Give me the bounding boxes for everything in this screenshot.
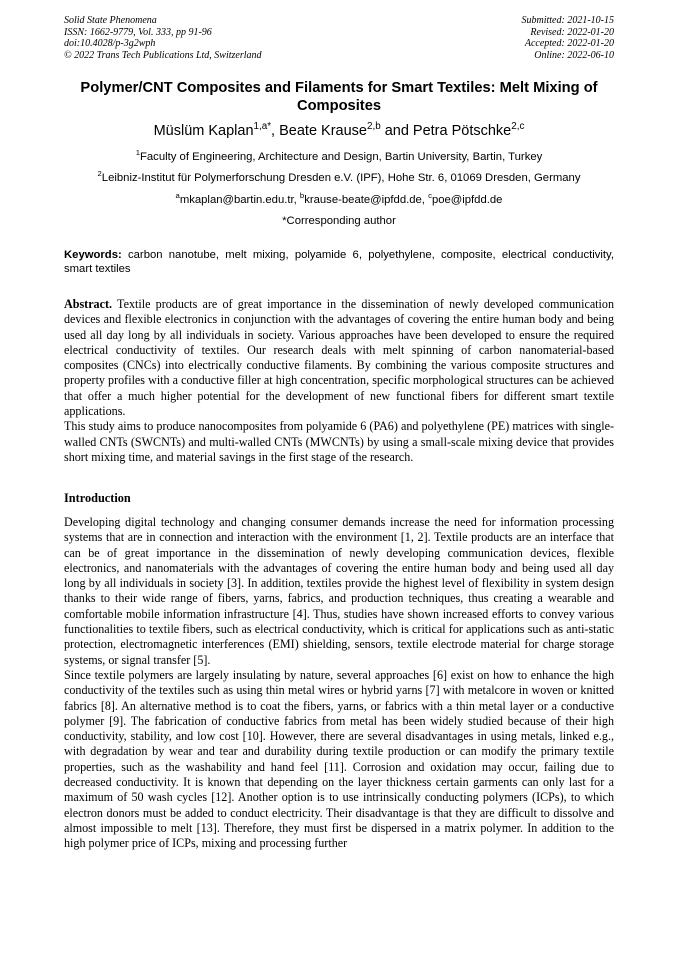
journal-issn: ISSN: 1662-9779, Vol. 333, pp 91-96 — [64, 26, 212, 38]
online-date: Online: 2022-06-10 — [534, 49, 614, 61]
abstract-text: Textile products are of great importance in the dissemination of newly developed communication devices and flexible electronics in conjunction with the advantages of covering the entire human body and being used all day long by all individuals in society. Various approaches have been developed to ensure the required electrical conductivity of textiles. Our research deals with melt spinning of carbon nanomaterial-based composites (CNCs) into electrically conductive filaments. By combining the various composite structures and property profiles with a conductive filler at high concentration, specific morphological structures can be achieved that offer a much higher potential for the development of new functional fibers for different smart textile applications. — [64, 297, 614, 419]
introduction-body — [64, 515, 614, 852]
author-sup: 2,b — [366, 121, 381, 133]
email-link[interactable]: krause-beate@ipfdd.de, — [304, 194, 429, 206]
body-paragraph: Since textile polymers are largely insulating by nature, several approaches [6] exist on how to enhance the high conductivity of the textiles such as using thin metal wires or hybrid yarns [7] with metalcore in woven or knitted fabrics [8]. An alternative method is to coat the fibers, yarns, or fabrics with a thin metal layer or a conductive polymer [9]. The fabrication of conductive fabrics from metal has been widely studied because of their high conductivity, stability, and low cost [10]. However, there are several disadvantages in using metals, linked e.g., with degradation by wear and tear and durability during textile production or can modify the primary textile properties, such as the washability and hand feel [11]. Corrosion and oxidation may occur, failing due to decreased conductivity. It is known that depending on the layer thickness certain garments can only last for a maximum of 50 wash cycles [12]. Another option is to use intrinsically conducting polymers (ICPs), to which electron donors must be added to conduct electricity. Their disadvantage is that they are difficult to dissolve and almost impossible to melt [13]. Therefore, they must first be dispersed in a matrix polymer. In addition to the high polymer price of ICPs, mixing and processing further — [64, 667, 614, 851]
submitted-date: Submitted: 2021-10-15 — [521, 15, 614, 26]
section-heading-introduction: Introduction — [64, 491, 131, 505]
author-name: Müslüm Kaplan — [153, 123, 254, 139]
email-link[interactable]: poe@ipfdd.de — [431, 194, 503, 206]
keywords-text: carbon nanotube, melt mixing, polyamide 6, polyethylene, composite, electrical conductivity, smart textiles — [64, 249, 614, 275]
affiliation-sup: 2 — [97, 169, 102, 179]
author-list — [64, 122, 614, 140]
author-name: Beate Krause — [279, 123, 367, 139]
author-sup: 1,a* — [253, 121, 272, 133]
paper-title: Polymer/CNT Composites and Filaments for Smart Textiles: Melt Mixing of Composites — [80, 80, 598, 114]
affiliation-2 — [64, 171, 614, 185]
revised-date: Revised: 2022-01-20 — [530, 26, 614, 38]
body-paragraph: Developing digital technology and changing consumer demands increase the need for information processing systems that are in connection and interaction with the environment [1, 2]. Textile products are an interface that can be of great importance in the dissemination of newly developing communication devices, flexible electronics, and nanomaterials with the advantages of covering the entire human body and being used all day long by all individuals in society [3]. In addition, textiles provide the highest level of flexibility in system design thanks to their wide range of fibers, yarns, fabrics, and production techniques, thus creating a wearable and comfortable mobile information infrastructure [4]. Thus, studies have shown increased efforts to convey various functionalities to textile fibers, such as electrical conductivity, which is critical for applications such as anti-static protection, electromagnetic interferences (EMI) shielding, sensors, textile electrode material for charge storage systems, or signal transfer [5]. — [64, 515, 614, 667]
keywords-label: Keywords: — [64, 249, 122, 261]
email-link[interactable]: mkaplan@bartin.edu.tr, — [179, 194, 300, 206]
journal-doi: doi:10.4028/p-3g2wph — [64, 38, 156, 49]
affiliation-text: Faculty of Engineering, Architecture and Design, Bartin University, Bartin, Turkey — [140, 151, 543, 163]
author-separator: and — [380, 123, 413, 139]
journal-copyright: © 2022 Trans Tech Publications Ltd, Switzerland — [64, 49, 262, 61]
author-separator: , — [271, 123, 280, 139]
author-sup: 2,c — [511, 121, 525, 133]
email-sup: a — [175, 191, 180, 201]
affiliation-1 — [64, 150, 614, 164]
journal-name: Solid State Phenomena — [64, 15, 157, 26]
journal-info — [64, 15, 262, 61]
keywords — [64, 248, 614, 276]
author-name: Petra Pötschke — [412, 123, 512, 139]
email-sup: b — [299, 191, 305, 201]
corresponding-author-note: *Corresponding author — [282, 215, 396, 227]
abstract — [64, 297, 614, 465]
affiliation-text: Leibniz-Institut für Polymerforschung Dresden e.V. (IPF), Hohe Str. 6, 01069 Dresden, Germany — [101, 172, 581, 184]
submission-dates — [522, 15, 615, 61]
accepted-date: Accepted: 2022-01-20 — [524, 38, 614, 49]
affiliation-sup: 1 — [135, 148, 140, 158]
abstract-paragraph: This study aims to produce nanocomposites from polyamide 6 (PA6) and polyethylene (PE) matrices with single-walled CNTs (SWCNTs) and multi-walled CNTs (MWCNTs) by using a small-scale mixing device that provides short mixing time, and material savings in the first stage of the research. — [64, 419, 614, 464]
email-sup: c — [428, 191, 432, 201]
abstract-paragraph — [64, 297, 614, 419]
abstract-label: Abstract. — [64, 297, 113, 311]
email-list — [64, 193, 614, 207]
